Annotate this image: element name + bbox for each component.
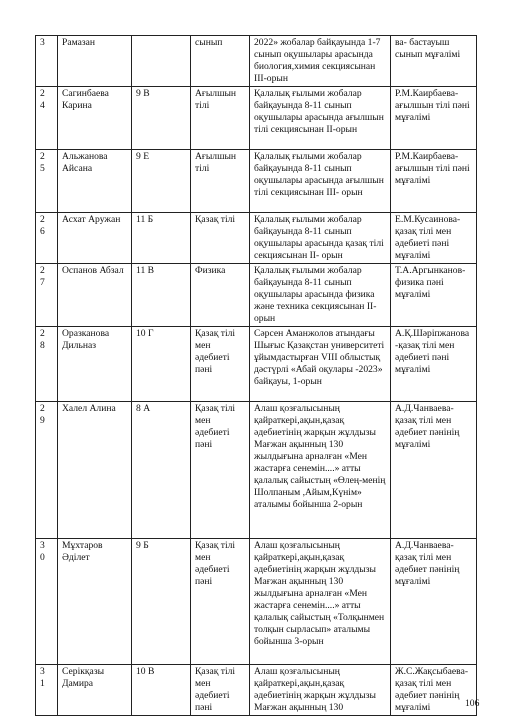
achievement-cell: Алаш қозғалысының қайраткері,ақын,қазақ әдебиетінің жарқын жұлдызы Мағжан ақынның 130 жылдығына арналған «Мен жастарға сенемін....» атты қалалық сайыстың «Өлең-менің Шолпаным ,Айым,Күнім» аталымы бойынша 2-орын <box>250 402 391 539</box>
subject-cell: сынып <box>191 36 250 87</box>
row-number-digit: 8 <box>40 340 45 351</box>
subject-cell: Қазақ тілі мен әдебиеті пәні <box>191 665 250 716</box>
table-row <box>36 213 477 264</box>
row-number-digit: 0 <box>40 552 45 563</box>
student-name-cell: Альжанова Айсана <box>58 150 132 213</box>
subject-cell: Қазақ тілі <box>191 213 250 264</box>
row-number-digit: 6 <box>40 226 45 237</box>
teacher-cell: А.Қ.Шәріпжанова-қазақ тілі мен әдебиеті пәні мұғалімі <box>391 327 477 402</box>
grade-cell: 11 В <box>132 264 191 327</box>
table-row <box>36 264 477 327</box>
grade-cell: 8 А <box>132 402 191 539</box>
teacher-cell: Ж.С.Жақсыбаева-қазақ тілі мен әдебиет пәнінің мұғалімі <box>391 665 477 716</box>
subject-cell: Қазақ тілі мен әдебиеті пәні <box>191 402 250 539</box>
row-number-cell <box>36 665 58 716</box>
grade-cell: 9 Б <box>132 539 191 665</box>
row-number-digit: 7 <box>40 277 45 288</box>
student-name-cell: Рамазан <box>58 36 132 87</box>
grade-cell: 9 В <box>132 87 191 150</box>
row-number-digit: 2 <box>40 328 45 339</box>
row-number-digit: 2 <box>40 265 45 276</box>
subject-cell: Ағылшын тілі <box>191 150 250 213</box>
achievement-cell: Алаш қозғалысының қайраткері,ақын,қазақ әдебиетінің жарқын жұлдызы Мағжан ақынның 130 жылдығына арналған «Мен жастарға сенемін....» атты қалалық сайыстың «Толқынмен толқын сырласып» аталымы бойынша 3-орын <box>250 539 391 665</box>
achievement-cell: Қалалық ғылыми жобалар байқауында 8-11 сынып оқушылары арасында қазақ тілі секциясынан ІІ- орын <box>250 213 391 264</box>
teacher-cell: А.Д.Чанваева-қазақ тілі мен әдебиет пәнінің мұғалімі <box>391 402 477 539</box>
achievement-cell: Алаш қозғалысының қайраткері,ақын,қазақ әдебиетінің жарқын жұлдызы Мағжан ақынның 130 <box>250 665 391 716</box>
student-name-cell: Оразканова Дильназ <box>58 327 132 402</box>
row-number-cell <box>36 402 58 539</box>
subject-cell: Ағылшын тілі <box>191 87 250 150</box>
row-number-digit: 5 <box>40 163 45 174</box>
subject-cell: Қазақ тілі мен әдебиеті пәні <box>191 327 250 402</box>
grade-cell: 9 Е <box>132 150 191 213</box>
student-name-cell: Оспанов Абзал <box>58 264 132 327</box>
row-number-digit: 4 <box>40 100 45 111</box>
student-name-cell: Серікқазы Дамира <box>58 665 132 716</box>
row-number-digit: 2 <box>40 88 45 99</box>
achievement-cell: Сәрсен Аманжолов атындағы Шығыс Қазақстан университеті ұйымдастырған VІІІ облыстық дәстүрлі «Абай оқулары -2023» байқауы, 1-орын <box>250 327 391 402</box>
table-row <box>36 327 477 402</box>
achievement-cell: Қалалық ғылыми жобалар байқауында 8-11 сынып оқушылары арасында ағылшын тілі секциясынан ІІІ- орын <box>250 150 391 213</box>
row-number-cell <box>36 87 58 150</box>
grade-cell <box>132 36 191 87</box>
row-number-digit: 2 <box>40 214 45 225</box>
table-row <box>36 150 477 213</box>
awards-table <box>35 35 480 716</box>
teacher-cell: Т.А.Аргынканов-физика пәні мұғалімі <box>391 264 477 327</box>
table-row <box>36 36 477 87</box>
subject-cell: Физика <box>191 264 250 327</box>
row-number-digit: 3 <box>40 666 45 677</box>
student-name-cell: Халел Алина <box>58 402 132 539</box>
teacher-cell: Р.М.Каирбаева-ағылшын тілі пәні мұғалімі <box>391 150 477 213</box>
teacher-cell: Е.М.Кусаинова-қазақ тілі мен әдебиеті пәні мұғалімі <box>391 213 477 264</box>
grade-cell: 11 Б <box>132 213 191 264</box>
student-name-cell: Мұхтаров Әділет <box>58 539 132 665</box>
row-number-digit: 9 <box>40 415 45 426</box>
awards-table-body <box>36 36 480 716</box>
achievement-cell: Қалалық ғылыми жобалар байқауында 8-11 сынып оқушылары арасында ағылшын тілі секциясынан ІІ-орын <box>250 87 391 150</box>
row-number-cell <box>36 213 58 264</box>
row-number-cell <box>36 150 58 213</box>
row-number-cell <box>36 539 58 665</box>
achievement-cell: 2022» жобалар байқауында 1-7 сынып оқушылары арасында биология,химия секциясынан ІІІ-орын <box>250 36 391 87</box>
table-row <box>36 87 477 150</box>
table-row <box>36 665 477 716</box>
row-number-cell <box>36 36 58 87</box>
row-number-digit: 1 <box>40 678 45 689</box>
teacher-cell: Р.М.Каирбаева-ағылшын тілі пәні мұғалімі <box>391 87 477 150</box>
row-number-digit: 3 <box>40 540 45 551</box>
teacher-cell: ва- бастауыш сынып мұғалімі <box>391 36 477 87</box>
row-number-digit: 3 <box>40 37 45 48</box>
student-name-cell: Асхат Аружан <box>58 213 132 264</box>
achievement-cell: Қалалық ғылыми жобалар байқауында 8-11 сынып оқушылары арасында физика және техника секциясынан ІІ-орын <box>250 264 391 327</box>
row-number-cell <box>36 327 58 402</box>
student-name-cell: Сагинбаева Карина <box>58 87 132 150</box>
row-number-digit: 2 <box>40 151 45 162</box>
table-row <box>36 402 477 539</box>
subject-cell: Қазақ тілі мен әдебиеті пәні <box>191 539 250 665</box>
row-number-cell <box>36 264 58 327</box>
grade-cell: 10 В <box>132 665 191 716</box>
teacher-cell: А.Д.Чанваева-қазақ тілі мен әдебиет пәнінің мұғалімі <box>391 539 477 665</box>
page-number: 106 <box>465 698 480 709</box>
grade-cell: 10 Г <box>132 327 191 402</box>
table-row <box>36 539 477 665</box>
row-number-digit: 2 <box>40 403 45 414</box>
